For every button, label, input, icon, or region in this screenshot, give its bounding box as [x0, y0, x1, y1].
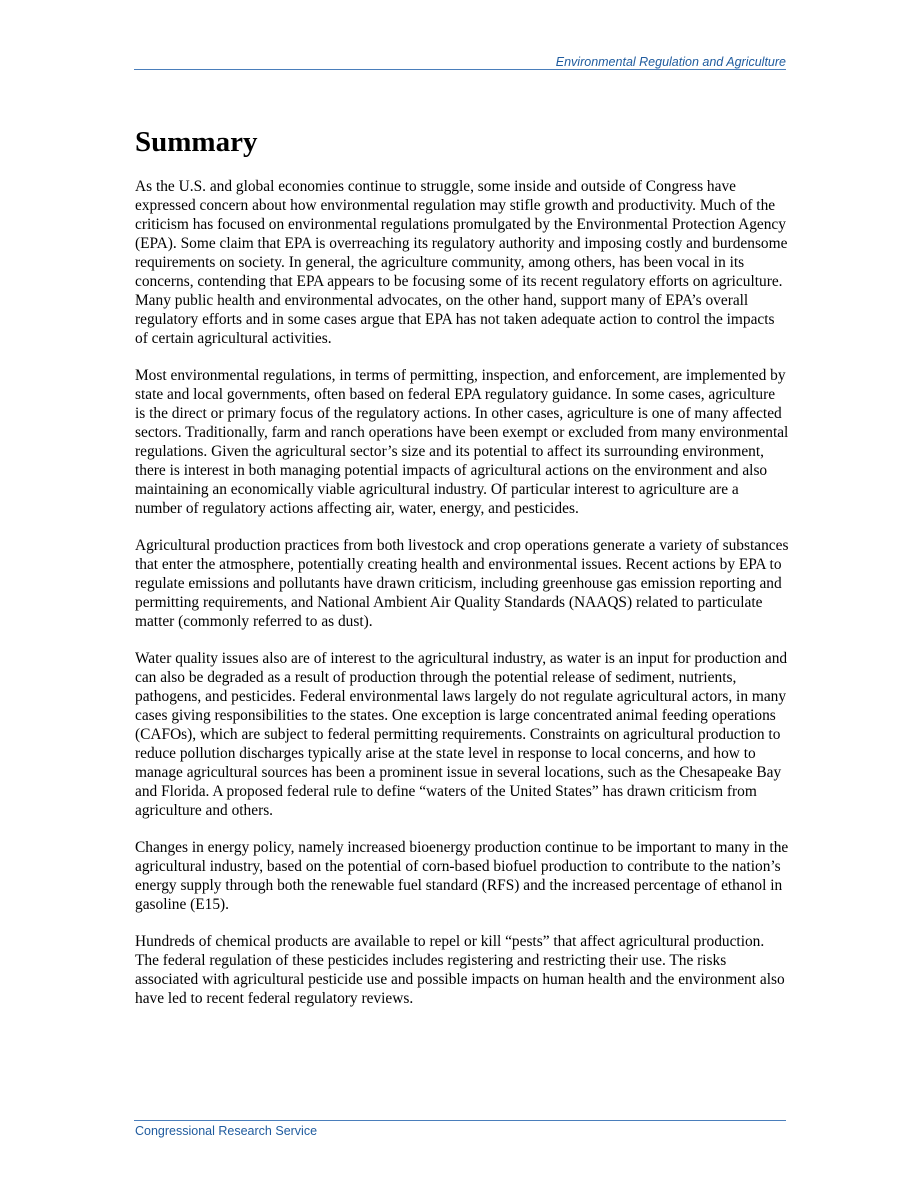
paragraph-3: Agricultural production practices from both livestock and crop operations generate a variety of substances that enter the atmosphere, potentially creating health and environmental issues. Recent actions by EPA to regulate emissions and pollutants have drawn criticism, including greenhouse gas emission reporting and permitting requirements, and National Ambient Air Quality Standards (NAAQS) related to particulate matter (commonly referred to as dust).	[135, 537, 789, 630]
section-title: Summary	[135, 126, 258, 158]
header-divider	[134, 69, 786, 70]
paragraph-6: Hundreds of chemical products are available to repel or kill “pests” that affect agricultural production. The federal regulation of these pesticides includes registering and restricting their use. The risks associated with agricultural pesticide use and possible impacts on human health and the environment also have led to recent federal regulatory reviews.	[135, 933, 785, 1007]
paragraph-2: Most environmental regulations, in terms of permitting, inspection, and enforcement, are implemented by state and local governments, often based on federal EPA regulatory guidance. In some cases, agriculture is the direct or primary focus of the regulatory actions. In other cases, agriculture is one of many affected sectors. Traditionally, farm and ranch operations have been exempt or excluded from many environmental regulations. Given the agricultural sector’s size and its potential to affect its surrounding environment, there is interest in both managing potential impacts of agricultural actions on the environment and also maintaining an economically viable agricultural industry. Of particular interest to agriculture are a number of regulatory actions affecting air, water, energy, and pesticides.	[135, 367, 789, 517]
footer-publisher: Congressional Research Service	[135, 1124, 318, 1138]
paragraph-4: Water quality issues also are of interest to the agricultural industry, as water is an input for production and can also be degraded as a result of production through the potential release of sediment, nutrients, pathogens, and pesticides. Federal environmental laws largely do not regulate agricultural actors, in many cases giving responsibilities to the states. One exception is large concentrated animal feeding operations (CAFOs), which are subject to federal permitting requirements. Constraints on agricultural production to reduce pollution discharges typically arise at the state level in response to local concerns, and how to manage agricultural sources has been a prominent issue in several locations, such as the Chesapeake Bay and Florida. A proposed federal rule to define “waters of the United States” has drawn criticism from agriculture and others.	[135, 650, 788, 819]
running-header: Environmental Regulation and Agriculture	[555, 55, 786, 69]
footer-divider	[134, 1120, 786, 1121]
paragraph-5: Changes in energy policy, namely increased bioenergy production continue to be important to many in the agricultural industry, based on the potential of corn-based biofuel production to contribute to the nation’s energy supply through both the renewable fuel standard (RFS) and the increased percentage of ethanol in gasoline (E15).	[135, 839, 789, 913]
paragraph-1: As the U.S. and global economies continue to struggle, some inside and outside of Congress have expressed concern about how environmental regulation may stifle growth and productivity. Much of the criticism has focused on environmental regulations promulgated by the Environmental Protection Agency (EPA). Some claim that EPA is overreaching its regulatory authority and imposing costly and burdensome requirements on society. In general, the agriculture community, among others, has been vocal in its concerns, contending that EPA appears to be focusing some of its recent regulatory efforts on agriculture. Many public health and environmental advocates, on the other hand, support many of EPA’s overall regulatory efforts and in some cases argue that EPA has not taken adequate action to control the impacts of certain agricultural activities.	[135, 178, 788, 347]
summary-body	[135, 177, 789, 1026]
